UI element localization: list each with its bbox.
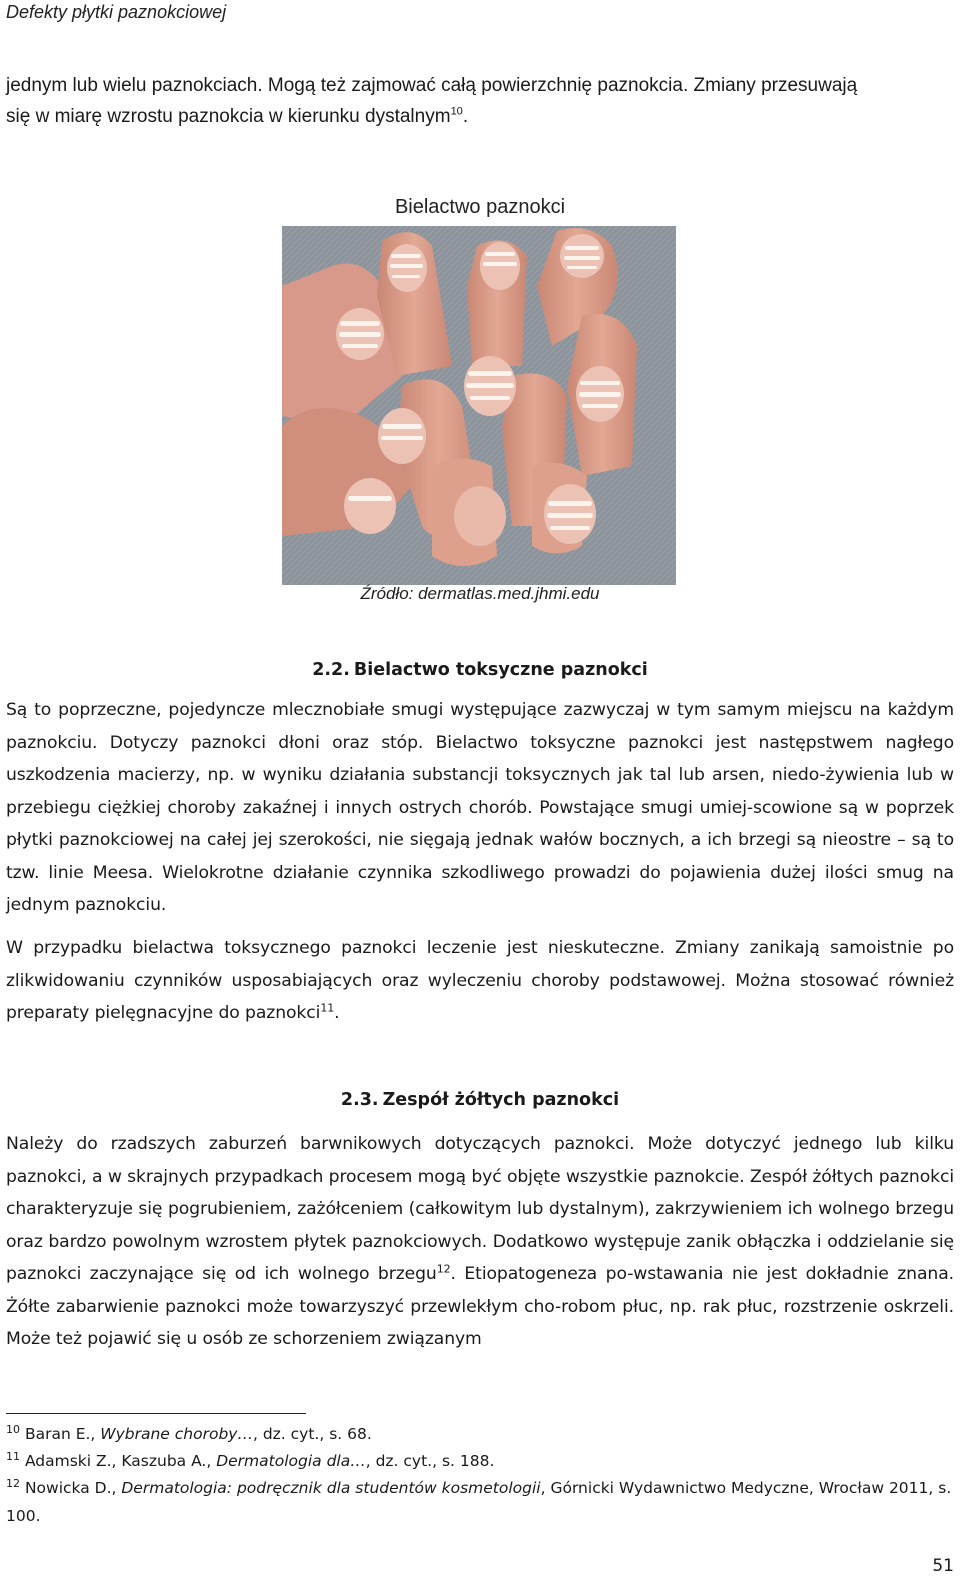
footnote-ref-11[interactable]: 11 (320, 1001, 335, 1015)
footnote-ref-12[interactable]: 12 (436, 1262, 451, 1276)
footnote-rest: , dz. cyt., s. 68. (252, 1425, 372, 1443)
running-head: Defekty płytki paznokciowej (6, 2, 227, 22)
section-2-2-paragraph-1: Są to poprzeczne, pojedyncze mlecznobiałe smugi występujące zazwyczaj w tym samym miejscu na każdym paznokciu. Dotyczy paznokci dłoni oraz stóp. Bielactwo toksyczne paznokci jest następstwem nagłego uszkodzenia macierzy, np. w wyniku działania substancji toksycznych jak tal lub arsen, niedo-żywienia lub w przebiegu ciężkiej choroby zakaźnej i innych ostrych chorób. Powstające smugi umiej-scowione są w poprzek płytki paznokciowej na całej jej szerokości, nie sięgają jednak wałów bocznych, a ich brzegi są nieostre – są to tzw. linie Meesa. Wielokrotne działanie czynnika szkodliwego prowadzi do pojawienia dużej ilości smug na jednym paznokciu. (6, 700, 954, 915)
footnote-number: 10 (6, 1422, 20, 1436)
footnote-rest: , Górnicki Wydawnictwo Medyczne, Wrocław 2011, s. 100. (6, 1479, 952, 1525)
section-number: 2.3. (340, 1090, 379, 1110)
section-number: 2.2. (312, 660, 350, 680)
page-number: 51 (932, 1556, 954, 1576)
intro-paragraph (6, 70, 954, 132)
intro-line-2: się w miarę wzrostu paznokcia w kierunku dystalnym (6, 106, 451, 127)
footnote-number: 12 (6, 1476, 20, 1490)
section-heading-2-3 (0, 1090, 960, 1110)
section-2-3-paragraph-1 (6, 1128, 954, 1356)
footnote-12 (6, 1474, 954, 1530)
footnote-author: Adamski Z., Kaszuba A., (24, 1452, 217, 1470)
intro-line-2-end: . (462, 106, 469, 127)
section-2-2-paragraph-2 (6, 932, 954, 1030)
paragraph-rest: . Etiopatogeneza po-wstawania nie jest dokładnie znana. Żółte zabarwienie paznokci może towarzyszyć przewlekłym cho-robom płuc, np. rak płuc, rozstrzenie oskrzeli. Może też pojawić się u osób ze schorzeniem związanym (6, 1264, 954, 1349)
footnote-ref-10[interactable]: 10 (450, 105, 463, 118)
footnote-title: Dermatologia: podręcznik dla studentów kosmetologii (121, 1479, 541, 1497)
paragraph-text: W przypadku bielactwa toksycznego paznokci leczenie jest nieskuteczne. Zmiany zanikają samoistnie po zlikwidowaniu czynników usposabiających oraz wyleczeniu choroby podstawowej. Można stosować również preparaty pielęgnacyjne do paznokci (6, 938, 954, 1023)
paragraph-end: . (334, 1003, 340, 1023)
footnote-10 (6, 1420, 954, 1448)
footnote-title: Dermatologia dla… (216, 1452, 366, 1470)
figure-caption: Bielactwo paznokci (394, 196, 566, 218)
footnote-author: Nowicka D., (24, 1479, 122, 1497)
figure-source: Źródło: dermatlas.med.jhmi.edu (360, 584, 600, 603)
intro-line-1: jednym lub wielu paznokciach. Mogą też zajmować całą powierzchnię paznokcia. Zmiany przesuwają (6, 75, 858, 96)
section-title: Bielactwo toksyczne paznokci (353, 660, 648, 680)
footnote-separator (6, 1413, 306, 1414)
section-heading-2-2 (0, 660, 960, 680)
footnote-rest: , dz. cyt., s. 188. (365, 1452, 495, 1470)
footnote-number: 11 (6, 1449, 20, 1463)
footnote-author: Baran E., (24, 1425, 101, 1443)
section-title: Zespół żółtych paznokci (382, 1090, 620, 1110)
paragraph-text: Należy do rzadszych zaburzeń barwnikowych dotyczących paznokci. Może dotyczyć jednego lub kilku paznokci, a w skrajnych przypadkach procesem mogą być objęte wszystkie paznokcie. Zespół żółtych paznokci charakteryzuje się pogrubieniem, zażółceniem (całkowitym lub dystalnym), zakrzywieniem ich wolnego brzegu oraz bardzo powolnym wzrostem płytek paznokciowych. Dodatkowo występuje zanik obłączka i oddzielanie się paznokci zaczynające się od ich wolnego brzegu (6, 1134, 954, 1284)
nail-photo (282, 226, 676, 585)
footnote-11 (6, 1447, 954, 1475)
footnote-title: Wybrane choroby… (100, 1425, 253, 1443)
